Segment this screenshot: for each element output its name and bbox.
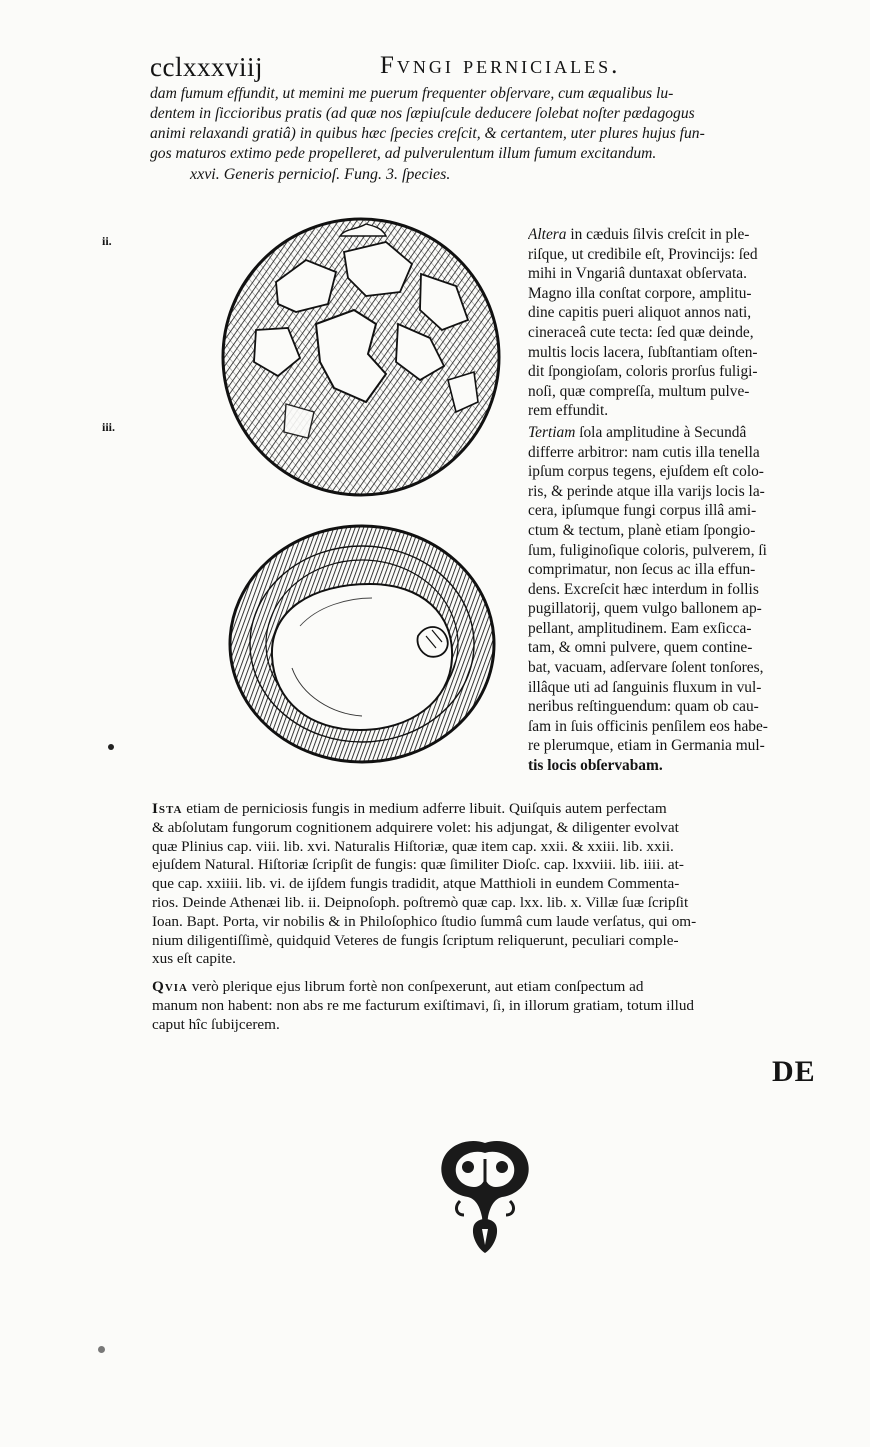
intro-line: gos maturos extimo pede propelleret, ad pulverulentum illum fumum excitandum. [150,145,657,162]
column-line: pugillatorij, quem vulgo ballonem ap- [528,600,762,618]
column-line: neribus reſtinguendum: quam ob cau- [528,698,759,716]
column-line: dens. Excreſcit hæc interdum in follis [528,580,759,598]
column-line: Magno illa conſtat corpore, amplitu- [528,284,752,302]
description-column [528,225,828,776]
paragraph-lead-word: Ista [152,800,183,817]
para2-lead-word: Tertiam [528,423,576,441]
paragraph-line: Ioan. Bapt. Porta, vir nobilis & in Philoſophico ſtudio ſummâ cum laude verſatus, qui om- [152,912,697,930]
catchword: DE [772,1055,816,1088]
column-line: multis locis lacera, ſubſtantiam oſten- [528,343,758,361]
paragraph-line: ejuſdem Natural. Hiſtoriæ ſcripſit de fungis: quæ ſimiliter Dioſc. cap. lxxviii. lib. iiii. at- [152,856,684,874]
column-line: cineraceâ cute tecta: ſed quæ deinde, [528,323,754,341]
puffball-figure-ii [216,212,506,502]
paragraph-line: que cap. xxiiii. lib. vi. de ijſdem fungis tradidit, atque Matthioli in eundem Commenta- [152,875,680,893]
figure-caption: xxvi. Generis pernicioſ. Fung. 3. ſpecies. [190,166,451,183]
column-line: cera, ipſumque fungi corpus illâ ami- [528,502,757,520]
tailpiece-ornament [438,1137,532,1257]
column-line: rem effundit. [528,402,609,420]
paragraph-line: & abſolutam fungorum cognitionem adquirere volet: his adjungat, & diligenter evolvat [152,818,679,836]
column-line: pellant, amplitudinem. Eam exſicca- [528,619,752,637]
paragraph-line: caput hîc ſubijcerem. [152,1015,280,1033]
puffball-figure-iii [222,518,512,770]
paragraph-line: quæ Plinius cap. viii. lib. xvi. Naturalis Hiſtoriæ, quæ item cap. xxii. & xxiii. lib. xxii. [152,837,674,855]
folio-number: cclxxxviij [150,52,263,82]
column-line: ris, & perinde atque illa varijs locis la- [528,482,765,500]
intro-line: dentem in ſiccioribus pratis (ad quæ nos ſæpiuſcule deducere ſolebat noſter pædagogus [150,105,695,122]
paragraph-line: manum non habent: non abs re me facturum exiſtimavi, ſi, in illorum gratiam, totum illud [152,996,695,1014]
column-line: ctum & tectum, planè etiam ſpongio- [528,521,756,539]
column-line: ipſum corpus tegens, ejuſdem eſt colo- [528,463,764,481]
margin-label-iii: iii. [102,420,116,434]
para1-lead-word: Altera [528,226,567,243]
ink-speck [98,1346,105,1353]
references-paragraph [152,800,828,969]
column-line: in cæduis ſilvis creſcit in ple- [566,226,750,243]
column-line: bat, vacuam, adſervare ſolent tonſores, [528,659,764,677]
closing-paragraph [152,978,828,1034]
paragraph-line: rios. Deinde Athenæi lib. ii. Deipnoſoph. poſtremò quæ cap. lxx. lib. x. Villæ ſuæ ſcripſit [152,893,689,911]
column-line: tis locis obſervabam. [528,757,663,775]
ink-speck [108,744,114,750]
column-line: dit ſpongioſam, coloris prorſus fuligi- [528,363,758,381]
paragraph-line: etiam de perniciosis fungis in medium adferre libuit. Quiſquis autem perfectam [182,800,667,817]
column-line: dine capitis pueri aliquot annos nati, [528,304,752,322]
intro-paragraph [150,84,812,164]
paragraph-line: xus eſt capite. [152,950,236,968]
margin-label-ii: ii. [102,234,112,248]
paragraph-line: verò plerique ejus librum fortè non conſpexerunt, aut etiam conſpectum ad [187,978,644,995]
column-line: ſam in ſuis officinis penſilem eos habe- [528,717,768,735]
column-line: differre arbitror: nam cutis illa tenella [528,443,760,461]
running-head: Fvngi perniciales. [380,52,621,79]
column-line: comprimatur, non ſecus ac illa effun- [528,561,756,579]
paragraph-lead-word: Qvia [152,978,188,995]
column-line: tam, & omni pulvere, quem contine- [528,639,753,657]
column-line: ſola amplitudine à Secundâ [575,423,747,441]
column-line: ſum, fuliginoſique coloris, pulverem, ſi [528,541,767,559]
column-line: illâque uti ad ſanguinis fluxum in vul- [528,678,762,696]
column-line: mihi in Vngariâ duntaxat obſervata. [528,265,747,283]
column-line: noſi, quæ compreſſa, multum pulve- [528,382,750,400]
intro-line: dam fumum effundit, ut memini me puerum frequenter obſervare, cum æqualibus lu- [150,85,674,102]
intro-line: animi relaxandi gratiâ) in quibus hæc ſpecies creſcit, & certantem, uter plures hujus fun- [150,125,705,142]
paragraph-line: nium diligentiſſimè, quidquid Veteres de fungis ſcriptum reliquerunt, peculiari comple- [152,931,679,949]
column-line: re plerumque, etiam in Germania mul- [528,737,765,755]
column-line: riſque, ut credibile eſt, Provincijs: ſed [528,245,758,263]
